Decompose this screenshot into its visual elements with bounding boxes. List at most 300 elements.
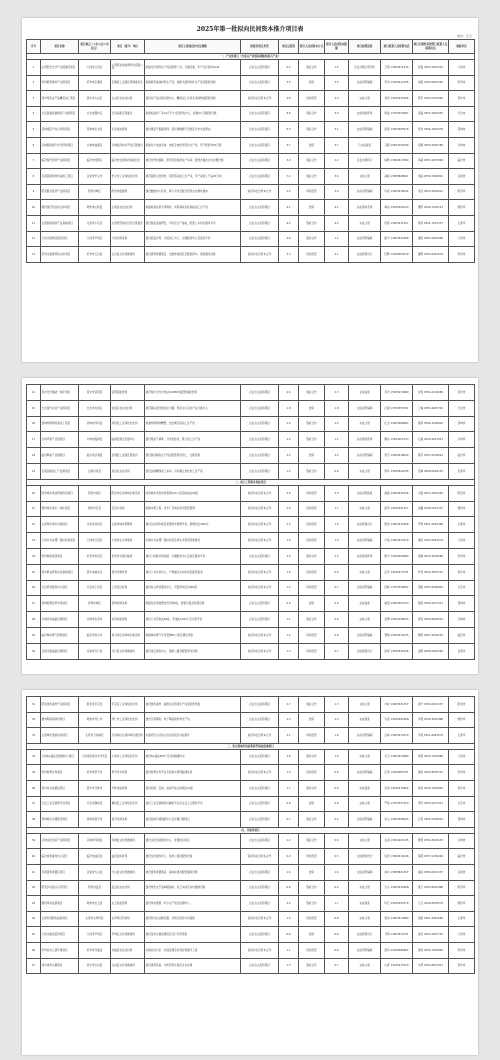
project-name: 长治现代农业产业园项目 bbox=[41, 400, 79, 416]
capital-amount: 0.6 bbox=[325, 765, 349, 781]
project-type: 政府和社会资本合作 bbox=[241, 580, 279, 596]
project-name: 太原城市停车设施项目 bbox=[41, 517, 79, 533]
total-investment: 1.9 bbox=[279, 533, 299, 549]
project-type: 企业自主投资项目 bbox=[241, 169, 279, 185]
row-number: 45 bbox=[27, 927, 41, 943]
total-investment: 1.8 bbox=[279, 400, 299, 416]
total-investment: 1.1 bbox=[279, 612, 299, 628]
approver-contact: 海燕 0357-5230246 bbox=[413, 849, 449, 865]
project-name: 太原科创孵化基地项目 bbox=[41, 911, 79, 927]
approver-contact: 蒋雯 0351-7031357 bbox=[413, 215, 449, 231]
project-table-page-2 bbox=[26, 384, 475, 660]
project-location: 长治市襄垣县 bbox=[79, 796, 111, 812]
table-row bbox=[27, 580, 475, 596]
row-number: 25 bbox=[27, 564, 41, 580]
project-type: 企业自主投资项目 bbox=[241, 416, 279, 432]
capital-mode: 股权合作 bbox=[299, 106, 325, 122]
project-type: 政府和社会资本合作 bbox=[241, 728, 279, 744]
project-location: 朔州市应县 bbox=[79, 501, 111, 517]
table-row bbox=[27, 864, 475, 880]
project-contact: 马超 13834106789 bbox=[381, 137, 413, 153]
project-content: 建设数据中心机房、算力平台及数字经济企业孵化载体 bbox=[145, 184, 241, 200]
project-progress: 完成立项 bbox=[349, 169, 381, 185]
project-contact: 汪洋 13935475791 bbox=[381, 564, 413, 580]
project-type: 企业自主投资项目 bbox=[241, 106, 279, 122]
filing-unit: 太原市 bbox=[449, 911, 475, 927]
project-progress: 完成可研编制 bbox=[349, 75, 381, 91]
project-location: 忻州市五台县 bbox=[79, 247, 111, 263]
project-content: 建设风电塔筒、叶片生产线及检测中心 bbox=[145, 896, 241, 912]
filing-unit: 朔州市 bbox=[449, 501, 475, 517]
capital-amount: 4.0 bbox=[325, 106, 349, 122]
total-investment: 7.4 bbox=[279, 169, 299, 185]
table-row bbox=[27, 485, 475, 501]
project-progress: 完成可研编制 bbox=[349, 864, 381, 880]
total-investment: 1.1 bbox=[279, 942, 299, 958]
total-investment: 2.3 bbox=[279, 712, 299, 728]
project-name: 阳泉数字经济产业园项目 bbox=[41, 184, 79, 200]
filing-unit: 忻州市 bbox=[449, 942, 475, 958]
project-contact: 风行 13835493579 bbox=[381, 896, 413, 912]
project-name: 运城文化创意产业园项目 bbox=[41, 833, 79, 849]
project-location: 朔州市怀仁市 bbox=[79, 712, 111, 728]
row-number: 29 bbox=[27, 627, 41, 643]
project-location: 大同市云冈区 bbox=[79, 533, 111, 549]
row-number: 44 bbox=[27, 911, 41, 927]
column-header: 项目名称 bbox=[41, 40, 79, 54]
project-name: 晋中康养小镇项目 bbox=[41, 958, 79, 974]
table-row bbox=[27, 448, 475, 464]
table-row bbox=[27, 184, 475, 200]
row-number: 40 bbox=[27, 849, 41, 865]
approver-contact: 罗琦 0351-4042468 bbox=[413, 517, 449, 533]
project-unit: 忻州市交通运输局 bbox=[111, 548, 145, 564]
row-number: 6 bbox=[27, 137, 41, 153]
project-unit: 岚县农业农村局 bbox=[111, 463, 145, 479]
capital-amount: 0.9 bbox=[325, 780, 349, 796]
capital-amount: 0.6 bbox=[325, 942, 349, 958]
project-progress: 完成可研编制 bbox=[349, 728, 381, 744]
table-row bbox=[27, 122, 475, 138]
table-row bbox=[27, 942, 475, 958]
project-name: 运城新能源汽车零部件项目 bbox=[41, 137, 79, 153]
capital-mode: 特许经营 bbox=[299, 247, 325, 263]
project-unit: 屯留区农业农村局 bbox=[111, 400, 145, 416]
project-unit: 河曲县农业农村局 bbox=[111, 942, 145, 958]
table-row bbox=[27, 416, 475, 432]
capital-mode: 股权合作 bbox=[299, 958, 325, 974]
project-contact: 魏东 13834107913 bbox=[381, 432, 413, 448]
project-location: 晋中市介休市 bbox=[79, 780, 111, 796]
filing-unit: 晋城市 bbox=[449, 416, 475, 432]
table-row bbox=[27, 75, 475, 91]
project-name: 晋中综合能源站项目 bbox=[41, 780, 79, 796]
project-unit: 万柏林区住房和城乡建设局 bbox=[111, 728, 145, 744]
filing-unit: 临汾市 bbox=[449, 849, 475, 865]
unit-label: 单位：亿元 bbox=[456, 34, 472, 38]
capital-mode: 特许经营 bbox=[299, 501, 325, 517]
project-progress: 完成立项 bbox=[349, 501, 381, 517]
project-location: 忻州市原平市 bbox=[79, 765, 111, 781]
project-content: 建设公铁联运物流园、仓储配送中心及信息服务平台 bbox=[145, 548, 241, 564]
filing-unit: 太原市 bbox=[449, 215, 475, 231]
row-number: 17 bbox=[27, 432, 41, 448]
approver-contact: 潘雪 0352-5022468 bbox=[413, 231, 449, 247]
project-unit: 平定县工业和信息化局 bbox=[111, 697, 145, 713]
project-unit: 长治高新区管委会 bbox=[111, 106, 145, 122]
project-contact: 月明 13903525791 bbox=[381, 927, 413, 943]
capital-amount: 3.5 bbox=[325, 75, 349, 91]
project-name: 晋城城乡冷链配送项目 bbox=[41, 812, 79, 828]
total-investment: 2.9 bbox=[279, 501, 299, 517]
project-contact: 袁博 13834108024 bbox=[381, 612, 413, 628]
project-location: 太原市迎泽区 bbox=[79, 517, 111, 533]
project-unit: 襄垣县工业和信息化局 bbox=[111, 796, 145, 812]
project-name: 朔州城乡供水一体化项目 bbox=[41, 501, 79, 517]
project-type: 企业自主投资项目 bbox=[241, 864, 279, 880]
total-investment: 3.8 bbox=[279, 749, 299, 765]
approver-contact: 徐丽 0358-7048901 bbox=[413, 169, 449, 185]
project-contact: 毛毅 13835492468 bbox=[381, 712, 413, 728]
project-type: 政府和社会资本合作 bbox=[241, 91, 279, 107]
approver-contact: 蔡琳 0350-3034680 bbox=[413, 548, 449, 564]
filing-unit: 吕梁市 bbox=[449, 864, 475, 880]
project-content: 建设工业互联网标识解析节点及企业上云服务平台 bbox=[145, 796, 241, 812]
project-name: 晋中特色农产品精深加工项目 bbox=[41, 91, 79, 107]
approver-contact: 柳青 0359-3029135 bbox=[413, 833, 449, 849]
project-type: 企业自主投资项目 bbox=[241, 958, 279, 974]
project-type: 企业自主投资项目 bbox=[241, 400, 279, 416]
column-header: 项目联系人及联系电话 bbox=[381, 40, 413, 54]
filing-unit: 大同市 bbox=[449, 533, 475, 549]
project-contact: 高峰 13835848901 bbox=[381, 169, 413, 185]
column-header: 项目前期进展 bbox=[349, 40, 381, 54]
row-number: 34 bbox=[27, 749, 41, 765]
filing-unit: 朔州市 bbox=[449, 896, 475, 912]
table-row bbox=[27, 247, 475, 263]
total-investment: 3.2 bbox=[279, 448, 299, 464]
row-number: 28 bbox=[27, 612, 41, 628]
table-row bbox=[27, 501, 475, 517]
project-type: 企业自主投资项目 bbox=[241, 153, 279, 169]
total-investment: 1.5 bbox=[279, 911, 299, 927]
total-investment: 0.8 bbox=[279, 796, 299, 812]
project-location: 吕梁市孝义市 bbox=[79, 169, 111, 185]
project-progress: 完成立项 bbox=[349, 880, 381, 896]
capital-mode: 独资 bbox=[299, 448, 325, 464]
project-content: 改造城市老旧供热管网120公里及换热站40座 bbox=[145, 485, 241, 501]
project-type: 政府和社会资本合作 bbox=[241, 184, 279, 200]
approver-contact: 金鑫 0349-5031357 bbox=[413, 501, 449, 517]
total-investment: 1.2 bbox=[279, 580, 299, 596]
approver-contact: 雷鸣 0350-8035791 bbox=[413, 765, 449, 781]
project-unit: 怀仁市工业和信息化局 bbox=[111, 712, 145, 728]
project-unit: 介休市能源局 bbox=[111, 780, 145, 796]
capital-mode: 特许经营 bbox=[299, 849, 325, 865]
project-contact: 刘洋 13835423456 bbox=[381, 91, 413, 107]
capital-amount: 1.1 bbox=[325, 432, 349, 448]
table-row bbox=[27, 215, 475, 231]
row-number: 3 bbox=[27, 91, 41, 107]
project-name: 临汾城市燃气管网项目 bbox=[41, 627, 79, 643]
capital-amount: 3.0 bbox=[325, 184, 349, 200]
filing-unit: 朔州市 bbox=[449, 712, 475, 728]
capital-amount: 0.9 bbox=[325, 564, 349, 580]
capital-mode: 特许经营 bbox=[299, 643, 325, 659]
project-progress: 完成立项 bbox=[349, 749, 381, 765]
approver-contact: 尹晨 0349-3032468 bbox=[413, 712, 449, 728]
filing-unit: 阳泉市 bbox=[449, 485, 475, 501]
project-location: 临汾市洪洞县 bbox=[79, 448, 111, 464]
project-contact: 任杰 13603566802 bbox=[381, 416, 413, 432]
project-unit: 芮城县文化和旅游局 bbox=[111, 833, 145, 849]
project-unit: 右玉县能源局 bbox=[111, 896, 145, 912]
project-type: 企业自主投资项目 bbox=[241, 896, 279, 912]
project-type: 政府和社会资本合作 bbox=[241, 517, 279, 533]
filing-unit: 运城市 bbox=[449, 432, 475, 448]
project-name: 临汾陶瓷产业园项目 bbox=[41, 448, 79, 464]
filing-unit: 运城市 bbox=[449, 612, 475, 628]
table-row bbox=[27, 849, 475, 865]
capital-mode: 股权合作 bbox=[299, 416, 325, 432]
capital-mode: 特许经营 bbox=[299, 942, 325, 958]
approver-contact: 沈悦 0354-4134680 bbox=[413, 385, 449, 401]
table-row bbox=[27, 463, 475, 479]
project-name: 大同污水处理厂提标改造项目 bbox=[41, 533, 79, 549]
project-contact: 龙飞 13903524680 bbox=[381, 749, 413, 765]
total-investment: 4.1 bbox=[279, 200, 299, 216]
row-number: 27 bbox=[27, 596, 41, 612]
filing-unit: 阳泉市 bbox=[449, 880, 475, 896]
project-contact: 孙涛 13603565678 bbox=[381, 122, 413, 138]
project-name: 大同5G基站及数据中心项目 bbox=[41, 749, 79, 765]
project-name: 吕梁铝镁新材料深加工项目 bbox=[41, 169, 79, 185]
capital-mode: 股权合作 bbox=[299, 231, 325, 247]
total-investment: 4.7 bbox=[279, 137, 299, 153]
capital-amount: 1.7 bbox=[325, 501, 349, 517]
filing-unit: 晋城市 bbox=[449, 812, 475, 828]
row-number: 22 bbox=[27, 517, 41, 533]
table-body bbox=[27, 385, 475, 480]
approver-contact: 程丽 0356-2037913 bbox=[413, 596, 449, 612]
project-type: 企业自主投资项目 bbox=[241, 697, 279, 713]
total-investment: 2.7 bbox=[279, 697, 299, 713]
capital-mode: 独资 bbox=[299, 400, 325, 416]
capital-amount: 0.6 bbox=[325, 833, 349, 849]
table-row bbox=[27, 60, 475, 76]
project-contact: 黎明 13994519135 bbox=[381, 627, 413, 643]
row-number: 5 bbox=[27, 122, 41, 138]
project-contact: 崔凯 13603567913 bbox=[381, 596, 413, 612]
filing-unit: 忻州市 bbox=[449, 75, 475, 91]
project-progress: 完成用地预审 bbox=[349, 106, 381, 122]
row-number: 35 bbox=[27, 765, 41, 781]
project-contact: 祁山 13603568024 bbox=[381, 812, 413, 828]
project-content: 实施老旧小区综合改造及街区功能提升 bbox=[145, 728, 241, 744]
project-content: 建设农产品冷链仓储中心、精深加工车间及电商物流配套设施 bbox=[145, 91, 241, 107]
capital-amount: 1.6 bbox=[325, 864, 349, 880]
project-location: 大同市平城区 bbox=[79, 231, 111, 247]
approver-contact: 赵刚 0350-6022345 bbox=[413, 75, 449, 91]
capital-mode: 股权合作 bbox=[299, 122, 325, 138]
total-investment: 3.5 bbox=[279, 75, 299, 91]
row-number: 13 bbox=[27, 247, 41, 263]
capital-amount: 0.7 bbox=[325, 580, 349, 596]
project-content: 新建城市燃气中压管网85公里及调压设施 bbox=[145, 627, 241, 643]
project-contact: 卢斌 13903523579 bbox=[381, 533, 413, 549]
filing-unit: 临汾市 bbox=[449, 153, 475, 169]
capital-mode: 特许经营 bbox=[299, 627, 325, 643]
project-contact: 田野 13935083579 bbox=[381, 247, 413, 263]
column-header: 项目（推介）单位 bbox=[111, 40, 145, 54]
row-number: 1 bbox=[27, 60, 41, 76]
project-unit: 大同市工业和信息化局 bbox=[111, 749, 145, 765]
approver-contact: 何静 0359-2026789 bbox=[413, 137, 449, 153]
project-unit: 左权县文化和旅游局 bbox=[111, 958, 145, 974]
capital-amount: 0.6 bbox=[325, 927, 349, 943]
capital-amount: 2.2 bbox=[325, 548, 349, 564]
project-location: 晋城市沁水县 bbox=[79, 122, 111, 138]
document-page-2 bbox=[22, 378, 478, 674]
project-type: 企业自主投资项目 bbox=[241, 548, 279, 564]
project-contact: 岳峰 13903513579 bbox=[381, 728, 413, 744]
project-progress: 完成可研编制 bbox=[349, 812, 381, 828]
filing-unit: 晋城市 bbox=[449, 122, 475, 138]
project-location: 朔州市山阴县 bbox=[79, 200, 111, 216]
project-unit: 方山县文化和旅游局 bbox=[111, 864, 145, 880]
total-investment: 3.1 bbox=[279, 728, 299, 744]
project-name: 太原城市更新改造项目 bbox=[41, 728, 79, 744]
project-name: 忻州新型建材产业园项目 bbox=[41, 75, 79, 91]
approver-contact: 姜琪 0356-3036802 bbox=[413, 416, 449, 432]
capital-mode: 股权合作 bbox=[299, 432, 325, 448]
project-type: 企业自主投资项目 bbox=[241, 215, 279, 231]
project-location: 忻州市定襄县 bbox=[79, 75, 111, 91]
project-name: 大同文旅夜经济项目 bbox=[41, 927, 79, 943]
project-type: 企业自主投资项目 bbox=[241, 122, 279, 138]
project-location: 晋中市榆次区 bbox=[79, 564, 111, 580]
project-contact: 许亮 13903539012 bbox=[381, 184, 413, 200]
project-progress: 完成规划设计 bbox=[349, 643, 381, 659]
project-location: 运城市永济市 bbox=[79, 612, 111, 628]
project-location: 长治市潞州区 bbox=[79, 106, 111, 122]
filing-unit: 忻州市 bbox=[449, 548, 475, 564]
project-contact: 周斌 13703554567 bbox=[381, 106, 413, 122]
section-heading: 四、其他类项目 bbox=[27, 827, 475, 833]
table-row bbox=[27, 712, 475, 728]
row-number: 26 bbox=[27, 580, 41, 596]
project-contact: 智远 13903514680 bbox=[381, 911, 413, 927]
project-progress: 正在办理立项手续 bbox=[349, 60, 381, 76]
project-contact: 包拯 13994510246 bbox=[381, 849, 413, 865]
row-number: 23 bbox=[27, 533, 41, 549]
table-body bbox=[27, 60, 475, 263]
project-name: 忻州农村人居环境项目 bbox=[41, 942, 79, 958]
project-progress: 完成可研编制 bbox=[349, 122, 381, 138]
table-row bbox=[27, 400, 475, 416]
filing-unit: 晋中市 bbox=[449, 91, 475, 107]
project-type: 企业自主投资项目 bbox=[241, 75, 279, 91]
project-content: 建设中药材提取、原料药及制剂生产车间，配套仓储及污水处理设施 bbox=[145, 153, 241, 169]
project-unit: 临汾市发展和改革委员会 bbox=[111, 153, 145, 169]
filing-unit: 大同市 bbox=[449, 231, 475, 247]
project-type: 企业自主投资项目 bbox=[241, 432, 279, 448]
project-location: 阳泉市盂县 bbox=[79, 880, 111, 896]
capital-amount: 2.1 bbox=[325, 247, 349, 263]
project-contact: 山青 13935477913 bbox=[381, 958, 413, 974]
project-content: 建设铝镁合金型材、板带箔深加工生产线，年产深加工产品20万吨 bbox=[145, 169, 241, 185]
project-unit: 曲沃县体育局 bbox=[111, 849, 145, 865]
approver-contact: 邓洁 0353-2029012 bbox=[413, 184, 449, 200]
row-number: 39 bbox=[27, 833, 41, 849]
approver-contact: 董辉 0350-6543579 bbox=[413, 247, 449, 263]
project-location: 运城市临猗县 bbox=[79, 432, 111, 448]
table-row bbox=[27, 169, 475, 185]
capital-mode: 股权合作 bbox=[299, 749, 325, 765]
project-location: 太原市万柏林区 bbox=[79, 728, 111, 744]
capital-amount: 0.8 bbox=[325, 911, 349, 927]
capital-mode: 股权合作 bbox=[299, 169, 325, 185]
table-row bbox=[27, 612, 475, 628]
capital-amount: 0.9 bbox=[325, 596, 349, 612]
project-unit: 泽州县工业和信息化局 bbox=[111, 416, 145, 432]
project-contact: 谢宁 13903522468 bbox=[381, 231, 413, 247]
project-contact: 殷浩 13903512468 bbox=[381, 517, 413, 533]
row-number: 31 bbox=[27, 697, 41, 713]
approver-contact: 曹阳 0349-7030123 bbox=[413, 200, 449, 216]
table-row bbox=[27, 833, 475, 849]
project-contact: 常青 13835840246 bbox=[381, 643, 413, 659]
filing-unit: 长治市 bbox=[449, 580, 475, 596]
filing-unit: 吕梁市 bbox=[449, 643, 475, 659]
table-row bbox=[27, 880, 475, 896]
capital-mode: 独资 bbox=[299, 137, 325, 153]
total-investment: 4.4 bbox=[279, 548, 299, 564]
filing-unit: 忻州市 bbox=[449, 247, 475, 263]
approver-contact: 叶青 0354-3035791 bbox=[413, 564, 449, 580]
table-row bbox=[27, 796, 475, 812]
section-heading: 一、产业类项目（含重点产业链和战略性新兴产业） bbox=[27, 54, 475, 60]
project-location: 忻州市河曲县 bbox=[79, 942, 111, 958]
project-type: 企业自主投资项目 bbox=[241, 612, 279, 628]
total-investment: 9.2 bbox=[279, 215, 299, 231]
project-location: 忻州市忻府区 bbox=[79, 548, 111, 564]
project-contact: 黄磊 13903530246 bbox=[381, 485, 413, 501]
project-unit: 应县水务局 bbox=[111, 501, 145, 517]
project-progress: 完成可研编制 bbox=[349, 765, 381, 781]
capital-amount: 0.8 bbox=[325, 627, 349, 643]
table-row bbox=[27, 153, 475, 169]
project-name: 山西阳光光伏产业园建设项目 bbox=[41, 60, 79, 76]
capital-mode: 股权合作 bbox=[299, 385, 325, 401]
project-contact: 关羽 13834109135 bbox=[381, 833, 413, 849]
capital-amount: 2.0 bbox=[325, 485, 349, 501]
table-row bbox=[27, 927, 475, 943]
approver-contact: 绿洲 0350-7036802 bbox=[413, 942, 449, 958]
table-body bbox=[27, 833, 475, 973]
row-number: 7 bbox=[27, 153, 41, 169]
project-contact: 钟华 13835849135 bbox=[381, 463, 413, 479]
capital-mode: 股权合作 bbox=[299, 697, 325, 713]
row-number: 18 bbox=[27, 448, 41, 464]
capital-amount: 1.9 bbox=[325, 749, 349, 765]
project-unit: 洪洞县工业园区管委会 bbox=[111, 448, 145, 464]
project-location: 晋城市高平市 bbox=[79, 812, 111, 828]
table-header-row bbox=[27, 40, 475, 54]
column-header: 填报单位 bbox=[449, 40, 475, 54]
project-location: 临汾市曲沃县 bbox=[79, 849, 111, 865]
project-name: 长治工业互联网平台项目 bbox=[41, 796, 79, 812]
